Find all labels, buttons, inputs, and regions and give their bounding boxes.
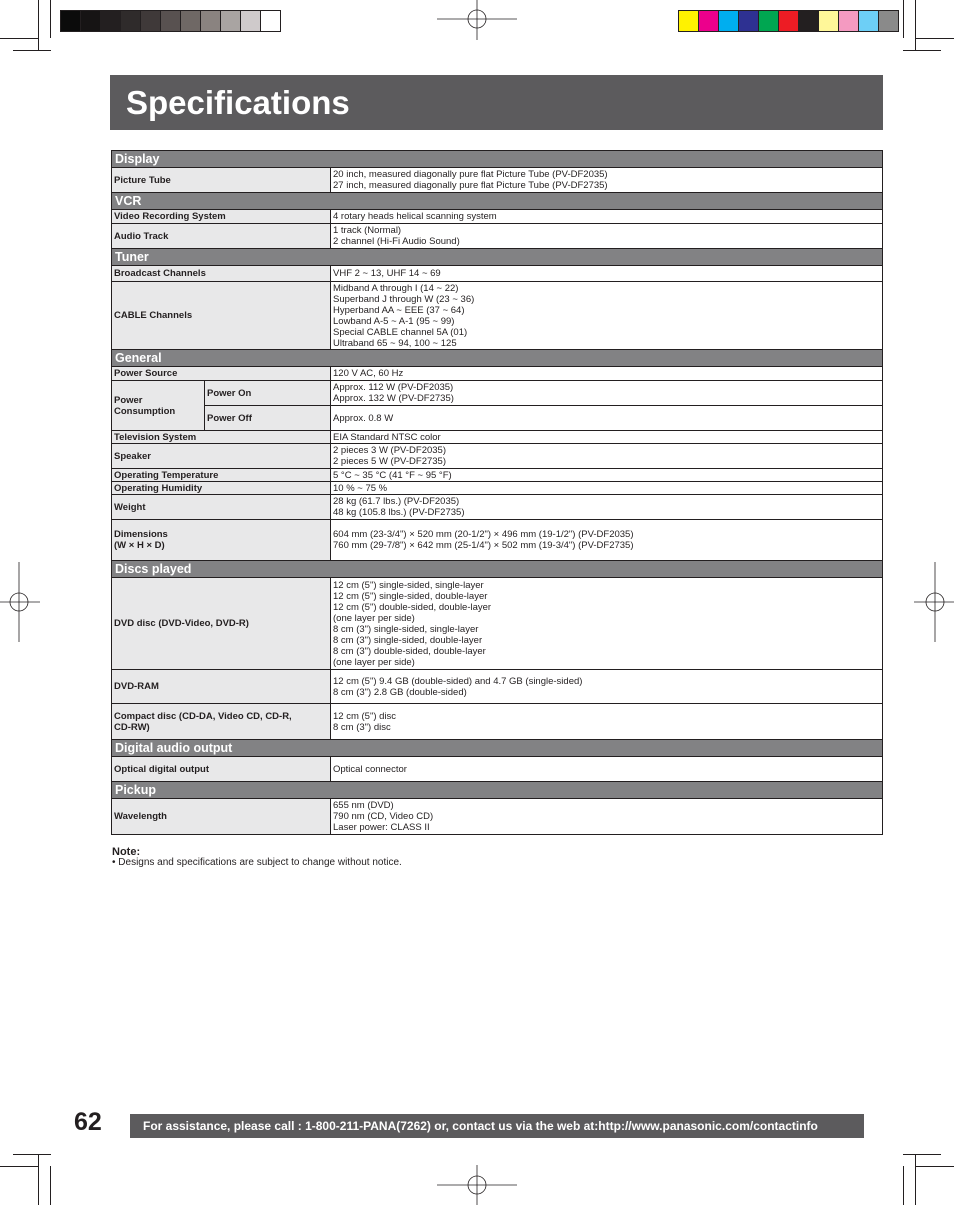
color-swatch	[61, 11, 81, 31]
registration-mark-icon	[0, 562, 40, 642]
row-value: Approx. 112 W (PV-DF2035) Approx. 132 W (PV-DF2735)	[331, 381, 883, 406]
table-row	[112, 168, 883, 193]
registration-mark-icon	[914, 562, 954, 642]
table-row	[112, 495, 883, 520]
page-title: Specifications	[126, 84, 350, 121]
color-swatch	[121, 11, 141, 31]
row-value: 1 track (Normal) 2 channel (Hi-Fi Audio Sound)	[331, 224, 883, 249]
color-swatch	[201, 11, 221, 31]
section-header-display	[112, 151, 883, 168]
row-label: Compact disc (CD-DA, Video CD, CD-R, CD-RW)	[112, 704, 331, 740]
row-label: Television System	[112, 431, 331, 444]
row-label: Optical digital output	[112, 757, 331, 782]
row-label: Broadcast Channels	[112, 266, 331, 282]
color-swatch	[819, 11, 839, 31]
row-value: 12 cm (5") disc 8 cm (3") disc	[331, 704, 883, 740]
note-title: Note:	[112, 846, 141, 858]
crop-mark	[13, 1154, 51, 1155]
color-swatch	[799, 11, 819, 31]
color-swatch	[779, 11, 799, 31]
color-swatch	[739, 11, 759, 31]
color-swatch	[879, 11, 898, 31]
row-value: Optical connector	[331, 757, 883, 782]
row-label: DVD-RAM	[112, 670, 331, 704]
section-title: Digital audio output	[112, 740, 883, 757]
section-header-tuner	[112, 249, 883, 266]
crop-mark	[50, 0, 51, 38]
footer-banner	[130, 1114, 864, 1138]
table-row	[112, 704, 883, 740]
row-value: Approx. 0.8 W	[331, 406, 883, 431]
color-swatch	[141, 11, 161, 31]
color-swatch	[759, 11, 779, 31]
page-number: 62	[74, 1108, 102, 1136]
table-row	[112, 482, 883, 495]
row-value: 20 inch, measured diagonally pure flat Picture Tube (PV-DF2035) 27 inch, measured diagonally pure flat Picture Tube (PV-DF2735)	[331, 168, 883, 193]
crop-mark	[916, 1166, 954, 1167]
row-label: DVD disc (DVD-Video, DVD-R)	[112, 578, 331, 670]
crop-mark	[38, 0, 39, 50]
row-value: 5 °C ~ 35 °C (41 °F ~ 95 °F)	[331, 469, 883, 482]
crop-mark	[0, 1166, 38, 1167]
table-row	[112, 282, 883, 350]
row-label: Speaker	[112, 444, 331, 469]
row-label: Wavelength	[112, 799, 331, 835]
row-value: 12 cm (5") single-sided, single-layer 12 cm (5") single-sided, double-layer 12 cm (5") double-sided, double-layer (one layer per side) 8 cm (3") single-sided, single-layer 8 cm (3") single-sided, double-layer 8 cm (3") double-sided, double-layer (one layer per side)	[331, 578, 883, 670]
row-value: 4 rotary heads helical scanning system	[331, 210, 883, 224]
table-row	[112, 799, 883, 835]
color-swatch	[241, 11, 261, 31]
row-label: Power Source	[112, 367, 331, 381]
color-swatch	[221, 11, 241, 31]
color-swatch	[699, 11, 719, 31]
registration-mark-icon	[437, 0, 517, 40]
color-swatch	[181, 11, 201, 31]
row-label: Picture Tube	[112, 168, 331, 193]
table-row	[112, 578, 883, 670]
table-row	[112, 520, 883, 561]
section-title: Pickup	[112, 782, 883, 799]
crop-mark	[915, 0, 916, 50]
table-row	[112, 224, 883, 249]
crop-mark	[50, 1166, 51, 1205]
table-row	[112, 367, 883, 381]
row-value: 12 cm (5") 9.4 GB (double-sided) and 4.7 GB (single-sided) 8 cm (3") 2.8 GB (double-sided)	[331, 670, 883, 704]
color-swatch	[839, 11, 859, 31]
table-row	[112, 469, 883, 482]
note-text: • Designs and specifications are subject to change without notice.	[112, 857, 402, 868]
process-color-bar	[678, 10, 899, 32]
crop-mark	[903, 1166, 904, 1205]
color-swatch	[859, 11, 879, 31]
crop-mark	[903, 0, 904, 38]
row-label: Dimensions (W × H × D)	[112, 520, 331, 561]
color-swatch	[81, 11, 101, 31]
row-value: 28 kg (61.7 lbs.) (PV-DF2035) 48 kg (105.8 lbs.) (PV-DF2735)	[331, 495, 883, 520]
crop-mark	[903, 50, 941, 51]
row-value: 120 V AC, 60 Hz	[331, 367, 883, 381]
table-row	[112, 444, 883, 469]
section-header-digital-audio-output	[112, 740, 883, 757]
footer-text: For assistance, please call : 1-800-211-PANA(7262) or, contact us via the web at:http://www.panasonic.com/contactinfo	[143, 1119, 818, 1133]
section-title: General	[112, 350, 883, 367]
crop-mark	[0, 38, 38, 39]
table-row	[112, 210, 883, 224]
row-value: 10 % ~ 75 %	[331, 482, 883, 495]
color-swatch	[261, 11, 280, 31]
crop-mark	[38, 1155, 39, 1205]
section-header-general	[112, 350, 883, 367]
specifications-table	[111, 150, 883, 835]
row-label: Power Consumption	[112, 381, 205, 431]
crop-mark	[916, 38, 954, 39]
table-row	[112, 670, 883, 704]
section-title: Discs played	[112, 561, 883, 578]
row-sublabel: Power On	[205, 381, 331, 406]
row-value: 655 nm (DVD) 790 nm (CD, Video CD) Laser power: CLASS II	[331, 799, 883, 835]
title-banner	[110, 75, 883, 130]
row-label: Operating Humidity	[112, 482, 331, 495]
table-row	[112, 431, 883, 444]
table-row	[112, 266, 883, 282]
section-header-vcr	[112, 193, 883, 210]
table-row	[112, 406, 883, 431]
registration-mark-icon	[437, 1165, 517, 1205]
section-title: Tuner	[112, 249, 883, 266]
color-swatch	[101, 11, 121, 31]
row-value: 2 pieces 3 W (PV-DF2035) 2 pieces 5 W (PV-DF2735)	[331, 444, 883, 469]
row-label: Audio Track	[112, 224, 331, 249]
color-swatch	[161, 11, 181, 31]
row-value: EIA Standard NTSC color	[331, 431, 883, 444]
table-row	[112, 381, 883, 406]
grayscale-color-bar	[60, 10, 281, 32]
row-label: Operating Temperature	[112, 469, 331, 482]
section-header-pickup	[112, 782, 883, 799]
color-swatch	[679, 11, 699, 31]
crop-mark	[13, 50, 51, 51]
row-label: CABLE Channels	[112, 282, 331, 350]
crop-mark	[903, 1154, 941, 1155]
section-header-discs-played	[112, 561, 883, 578]
row-sublabel: Power Off	[205, 406, 331, 431]
crop-mark	[915, 1155, 916, 1205]
section-title: VCR	[112, 193, 883, 210]
section-title: Display	[112, 151, 883, 168]
color-swatch	[719, 11, 739, 31]
row-value: VHF 2 ~ 13, UHF 14 ~ 69	[331, 266, 883, 282]
row-label: Video Recording System	[112, 210, 331, 224]
table-row	[112, 757, 883, 782]
row-value: 604 mm (23-3/4") × 520 mm (20-1/2") × 496 mm (19-1/2") (PV-DF2035) 760 mm (29-7/8") × 642 mm (25-1/4") × 502 mm (19-3/4") (PV-DF2735)	[331, 520, 883, 561]
row-label: Weight	[112, 495, 331, 520]
row-value: Midband A through I (14 ~ 22) Superband J through W (23 ~ 36) Hyperband AA ~ EEE (37 ~ 64) Lowband A-5 ~ A-1 (95 ~ 99) Special CABLE channel 5A (01) Ultraband 65 ~ 94, 100 ~ 125	[331, 282, 883, 350]
